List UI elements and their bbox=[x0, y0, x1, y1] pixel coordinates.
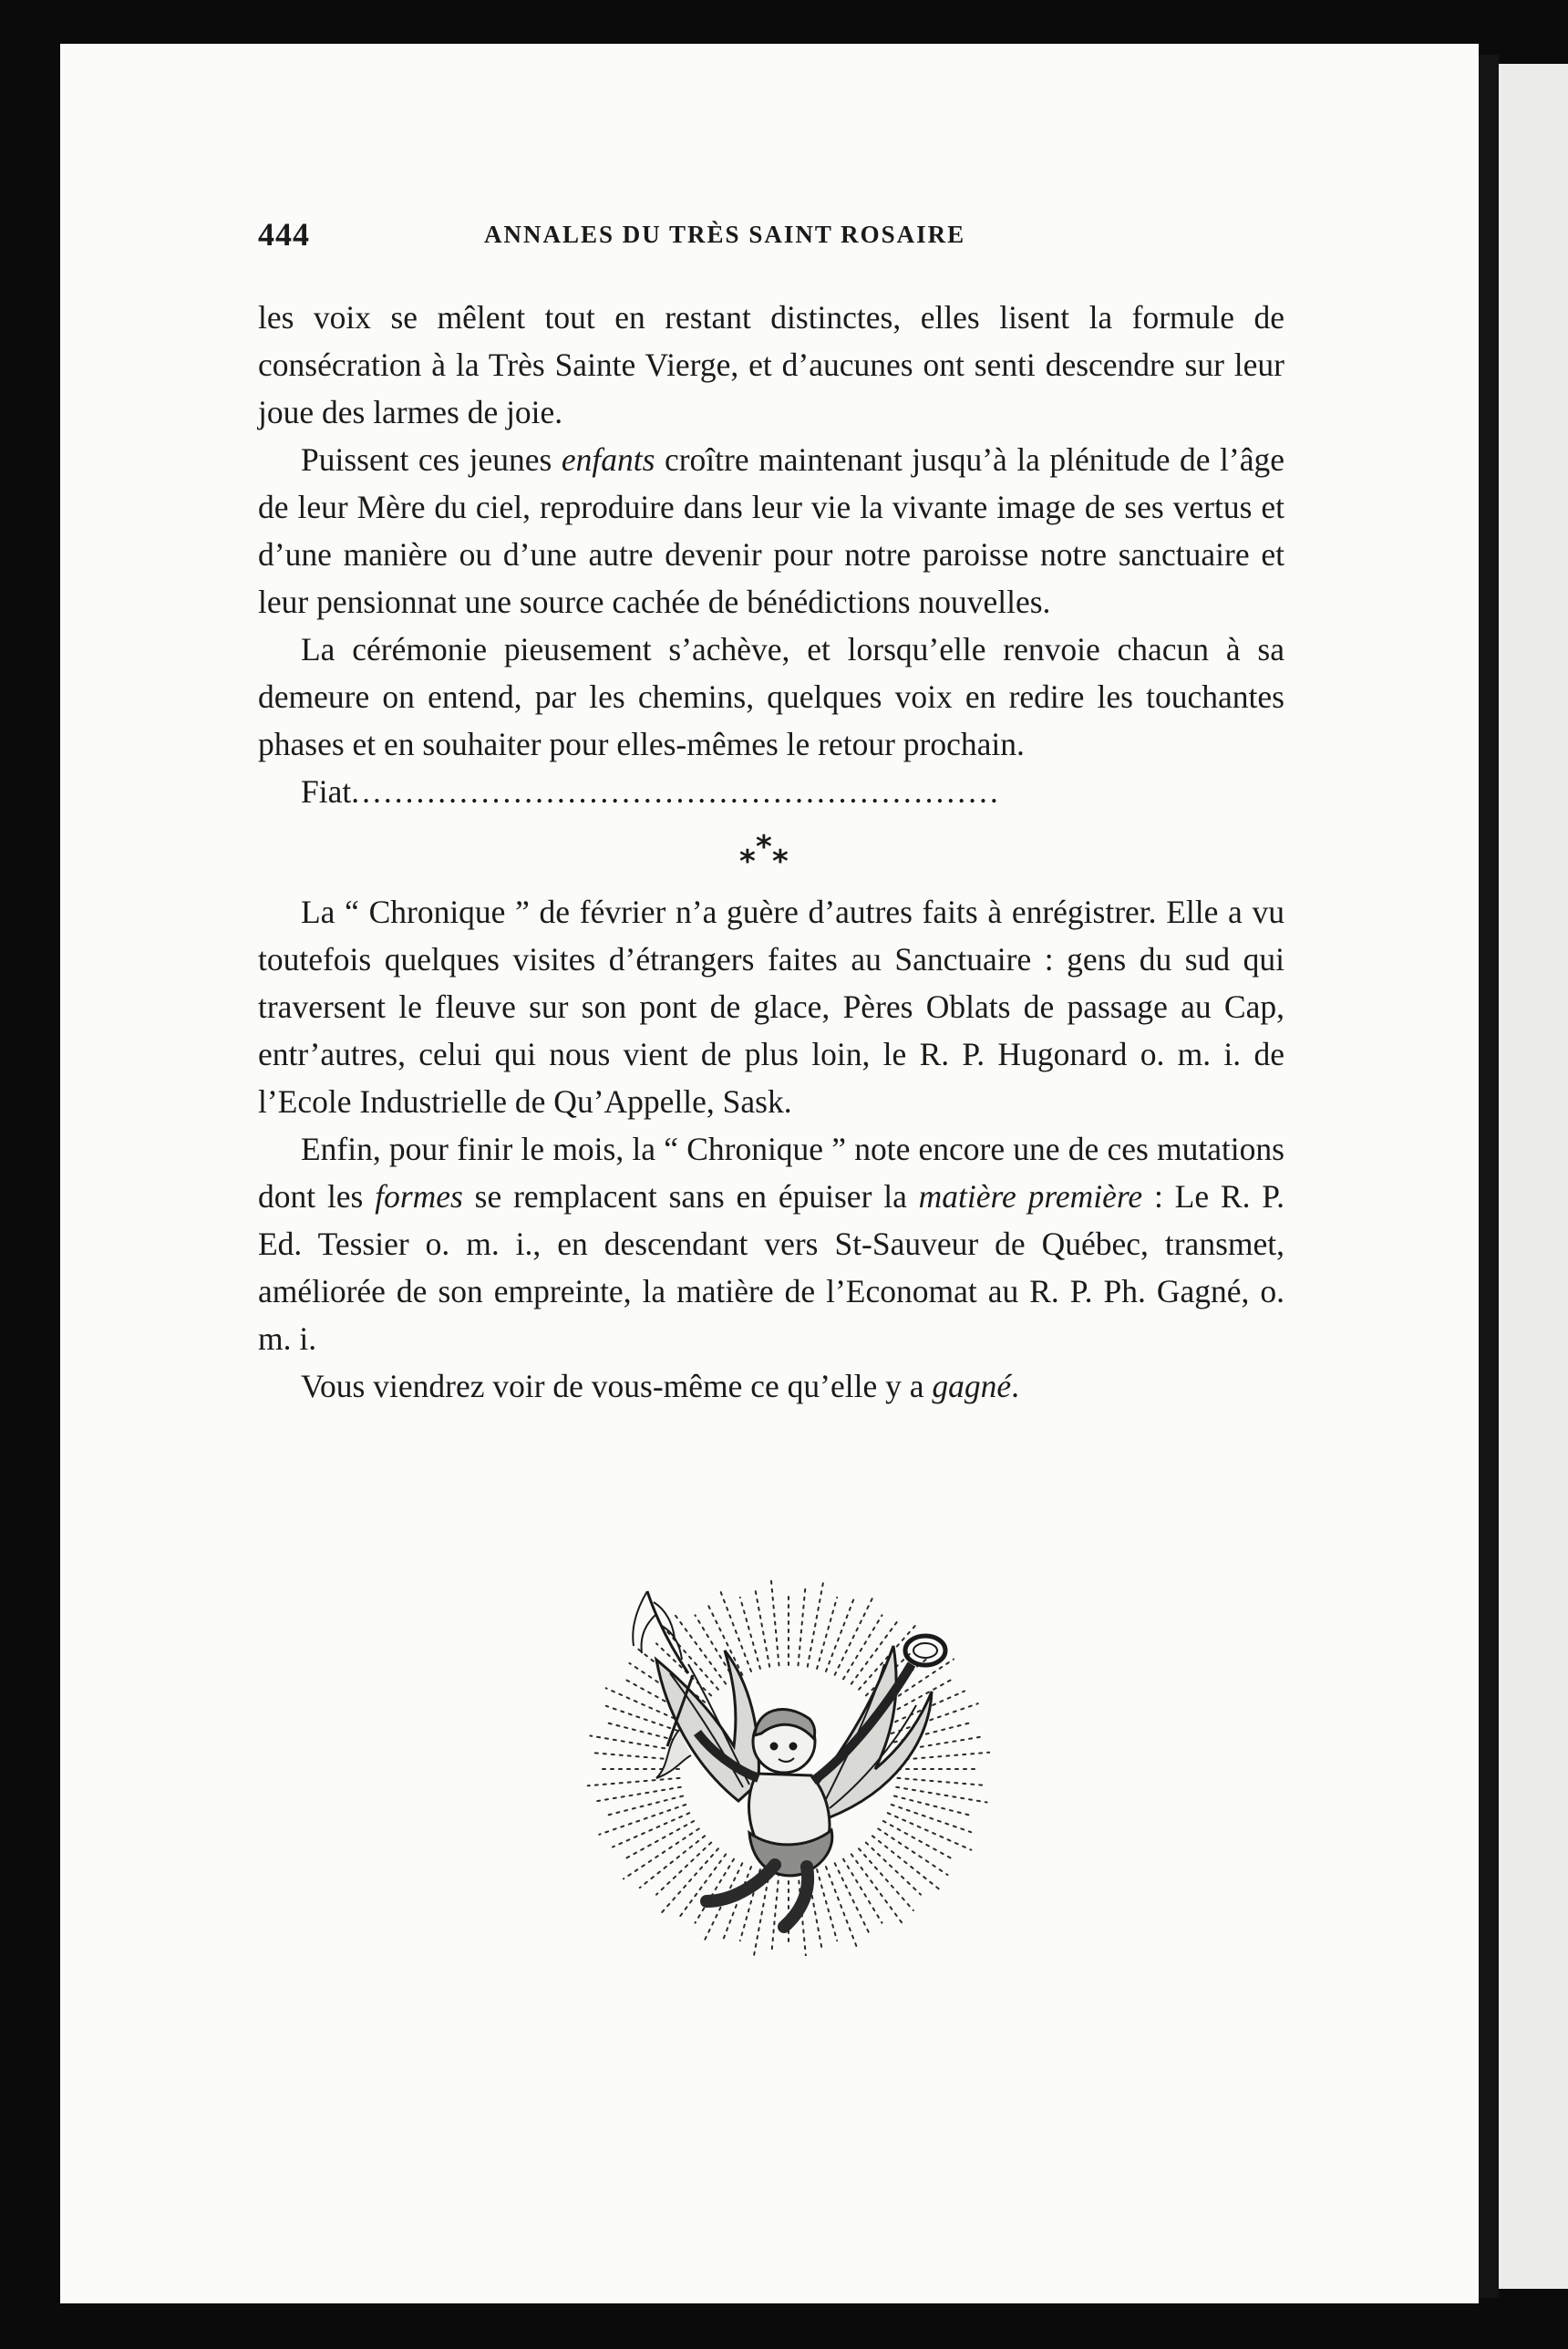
glory-ray bbox=[894, 1796, 969, 1816]
fiat-word: Fiat bbox=[301, 773, 352, 810]
facing-page-edge bbox=[1499, 64, 1568, 2289]
paragraph-3-text: La cérémonie pieusement s’achève, et lorsqu’elle renvoie chacun à sa demeure on entend, par les chemins, quelques voix en redire les touchantes phases et en souhaiter pour elles-mêmes le retour prochain. bbox=[258, 631, 1284, 762]
glory-ray bbox=[826, 1596, 855, 1671]
paragraph-3 bbox=[258, 626, 1284, 768]
glory-ray bbox=[872, 1836, 943, 1892]
body-text bbox=[258, 294, 1284, 1410]
glory-ray bbox=[835, 1596, 874, 1675]
paragraph-5-text-b: se remplacent sans en épuiser la bbox=[462, 1178, 919, 1215]
paragraph-5-text-a: Enfin, pour finir le mois, la “ Chronique ” note encore une de ces mutations dont les bbox=[258, 1131, 1284, 1215]
running-head bbox=[258, 215, 1288, 257]
glory-ray bbox=[799, 1585, 806, 1665]
glory-ray bbox=[740, 1598, 760, 1669]
paragraph-6-italic: gagné bbox=[932, 1368, 1012, 1404]
paragraph-2-text-b: croître maintenant jusqu’à la plénitude de l’âge de leur Mère du ciel, reproduire dans leur vie la vivante image de ses vertus et d’une manière ou d’une autre devenir pour notre paroisse notre sanctuaire et leur pensionnat une source cachée de bénédictions nouvelles. bbox=[258, 441, 1284, 620]
paragraph-2-italic: enfants bbox=[561, 441, 655, 478]
glory-ray bbox=[817, 1598, 837, 1669]
paragraph-2 bbox=[258, 436, 1284, 626]
asterism-star-left: * bbox=[739, 843, 756, 880]
glory-ray bbox=[755, 1588, 769, 1667]
paragraph-1 bbox=[258, 294, 1284, 436]
glory-ray bbox=[817, 1869, 837, 1940]
paragraph-4-text: La “ Chronique ” de février n’a guère d’autres faits à enrégistrer. Elle a vu toutefois quelques visites d’étrangers faites au Sanctuaire : gens du sud qui traversent le fleuve sur son pont de glace, Pères Oblats de passage au Cap, entr’autres, celui qui nous vient de plus loin, le R. P. Hugonard o. m. i. de l’Ecole Industrielle de Qu’Appelle, Sask. bbox=[258, 894, 1284, 1120]
paragraph-5-text-c: : Le R. P. Ed. Tessier o. m. i., en descendant vers St-Sauveur de Québec, transmet, améliorée de son empreinte, la matière de l’Economat au R. P. Ph. Gagné, o. m. i. bbox=[258, 1178, 1284, 1357]
running-title: ANNALES DU TRÈS SAINT ROSAIRE bbox=[484, 221, 966, 248]
glory-ray bbox=[588, 1778, 680, 1785]
glory-ray bbox=[771, 1578, 779, 1666]
glory-ray bbox=[898, 1778, 983, 1785]
paragraph-5 bbox=[258, 1125, 1284, 1362]
paragraph-5-italic-matiere: matière première bbox=[918, 1178, 1143, 1215]
paragraph-5-italic-formes: formes bbox=[375, 1178, 463, 1215]
glory-ray bbox=[892, 1805, 971, 1832]
page-number: 444 bbox=[258, 216, 310, 253]
glory-ray bbox=[771, 1873, 779, 1953]
glory-ray bbox=[608, 1796, 683, 1816]
paragraph-6-text-b: . bbox=[1011, 1368, 1019, 1404]
fiat-leader-dots: ............................................................ bbox=[351, 773, 1001, 810]
glory-ray bbox=[597, 1787, 681, 1801]
paragraph-4 bbox=[258, 888, 1284, 1125]
paragraph-1-text: les voix se mêlent tout en restant distinctes, elles lisent la formule de consécration à la Très Sainte Vierge, et d’aucunes ont senti descendre sur leur joue des larmes de joie. bbox=[258, 299, 1284, 430]
asterism-separator bbox=[258, 815, 1284, 888]
paragraph-6-text-a: Vous viendrez voir de vous-même ce qu’elle y a bbox=[301, 1368, 933, 1404]
book-gutter bbox=[1479, 55, 1499, 2298]
asterism-star-top: * bbox=[756, 829, 772, 865]
paragraph-2-text-a: Puissent ces jeunes bbox=[301, 441, 562, 478]
fiat-line bbox=[258, 768, 1284, 815]
paragraph-6 bbox=[258, 1362, 1284, 1410]
asterism-star-right: * bbox=[772, 843, 789, 880]
cherub-with-palm-and-wreath-icon bbox=[511, 1573, 1057, 1956]
